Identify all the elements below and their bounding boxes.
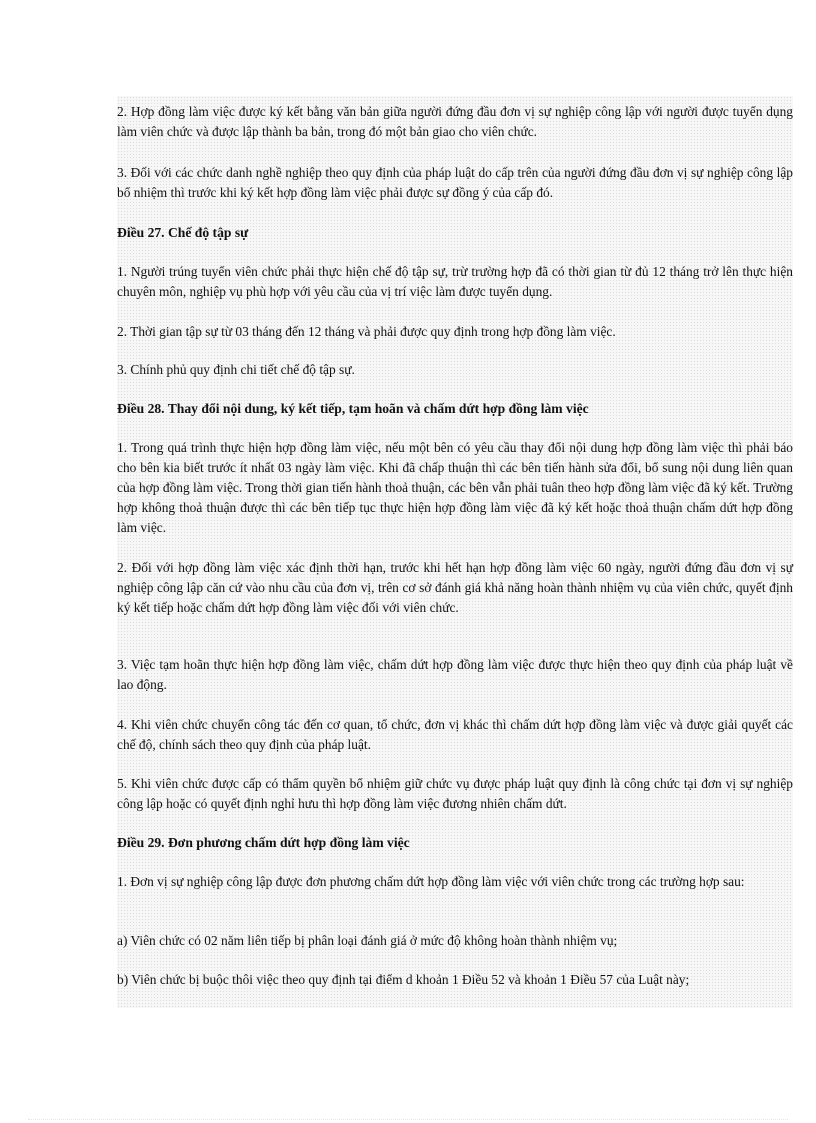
paragraph-article-26-clause-2: 2. Hợp đồng làm việc được ký kết bằng văn bản giữa người đứng đầu đơn vị sự nghiệp công lập với người được tuyển dụng làm viên chức và được lập thành ba bản, trong đó một bản giao cho viên chức.	[117, 104, 793, 139]
heading-article-27: Điều 27. Chế độ tập sự	[117, 225, 249, 240]
paragraph-article-29-clause-1: 1. Đơn vị sự nghiệp công lập được đơn phương chấm dứt hợp đồng làm việc với viên chức trong các trường hợp sau:	[117, 874, 745, 889]
paragraph-article-28-clause-3: 3. Việc tạm hoãn thực hiện hợp đồng làm việc, chấm dứt hợp đồng làm việc được thực hiện theo quy định của pháp luật về lao động.	[117, 657, 793, 692]
paragraph-article-27-clause-2: 2. Thời gian tập sự từ 03 tháng đến 12 tháng và phải được quy định trong hợp đồng làm việc.	[117, 324, 616, 339]
paragraph-article-28-clause-2: 2. Đối với hợp đồng làm việc xác định thời hạn, trước khi hết hạn hợp đồng làm việc 60 ngày, người đứng đầu đơn vị sự nghiệp công lập căn cứ vào nhu cầu của đơn vị, trên cơ sở đánh giá khả năng hoàn thành nhiệm vụ của viên chức, quyết định ký kết tiếp hoặc chấm dứt hợp đồng làm việc đối với viên chức.	[117, 560, 793, 615]
paragraph-article-27-clause-3: 3. Chính phủ quy định chi tiết chế độ tập sự.	[117, 362, 355, 377]
document-body	[117, 96, 793, 1008]
paragraph-article-28-clause-1: 1. Trong quá trình thực hiện hợp đồng làm việc, nếu một bên có yêu cầu thay đổi nội dung hợp đồng làm việc thì phải báo cho bên kia biết trước ít nhất 03 ngày làm việc. Khi đã chấp thuận thì các bên tiến hành sửa đổi, bổ sung nội dung liên quan của hợp đồng làm việc. Trong thời gian tiến hành thoả thuận, các bên vẫn phải tuân theo hợp đồng làm việc đã ký kết. Trường hợp không thoả thuận được thì các bên tiếp tục thực hiện hợp đồng làm việc đã ký kết hoặc thoả thuận chấm dứt hợp đồng làm việc.	[117, 440, 793, 535]
heading-article-28: Điều 28. Thay đổi nội dung, ký kết tiếp, tạm hoãn và chấm dứt hợp đồng làm việc	[117, 401, 589, 416]
paragraph-article-29-point-b: b) Viên chức bị buộc thôi việc theo quy định tại điểm d khoản 1 Điều 52 và khoản 1 Điều 57 của Luật này;	[117, 972, 690, 987]
heading-article-29: Điều 29. Đơn phương chấm dứt hợp đồng làm việc	[117, 835, 410, 850]
paragraph-article-29-point-a: a) Viên chức có 02 năm liên tiếp bị phân loại đánh giá ở mức độ không hoàn thành nhiệm vụ;	[117, 933, 618, 948]
paragraph-article-28-clause-4: 4. Khi viên chức chuyển công tác đến cơ quan, tổ chức, đơn vị khác thì chấm dứt hợp đồng làm việc và được giải quyết các chế độ, chính sách theo quy định của pháp luật.	[117, 717, 793, 752]
paragraph-article-28-clause-5: 5. Khi viên chức được cấp có thẩm quyền bổ nhiệm giữ chức vụ được pháp luật quy định là công chức tại đơn vị sự nghiệp công lập hoặc có quyết định nghỉ hưu thì hợp đồng làm việc đương nhiên chấm dứt.	[117, 776, 793, 811]
paragraph-article-26-clause-3: 3. Đối với các chức danh nghề nghiệp theo quy định của pháp luật do cấp trên của người đứng đầu đơn vị sự nghiệp công lập bổ nhiệm thì trước khi ký kết hợp đồng làm việc phải được sự đồng ý của cấp đó.	[117, 165, 793, 200]
page-bottom-divider	[28, 1119, 788, 1121]
paragraph-article-27-clause-1: 1. Người trúng tuyển viên chức phải thực hiện chế độ tập sự, trừ trường hợp đã có thời gian từ đủ 12 tháng trở lên thực hiện chuyên môn, nghiệp vụ phù hợp với yêu cầu của vị trí việc làm được tuyển dụng.	[117, 264, 793, 299]
